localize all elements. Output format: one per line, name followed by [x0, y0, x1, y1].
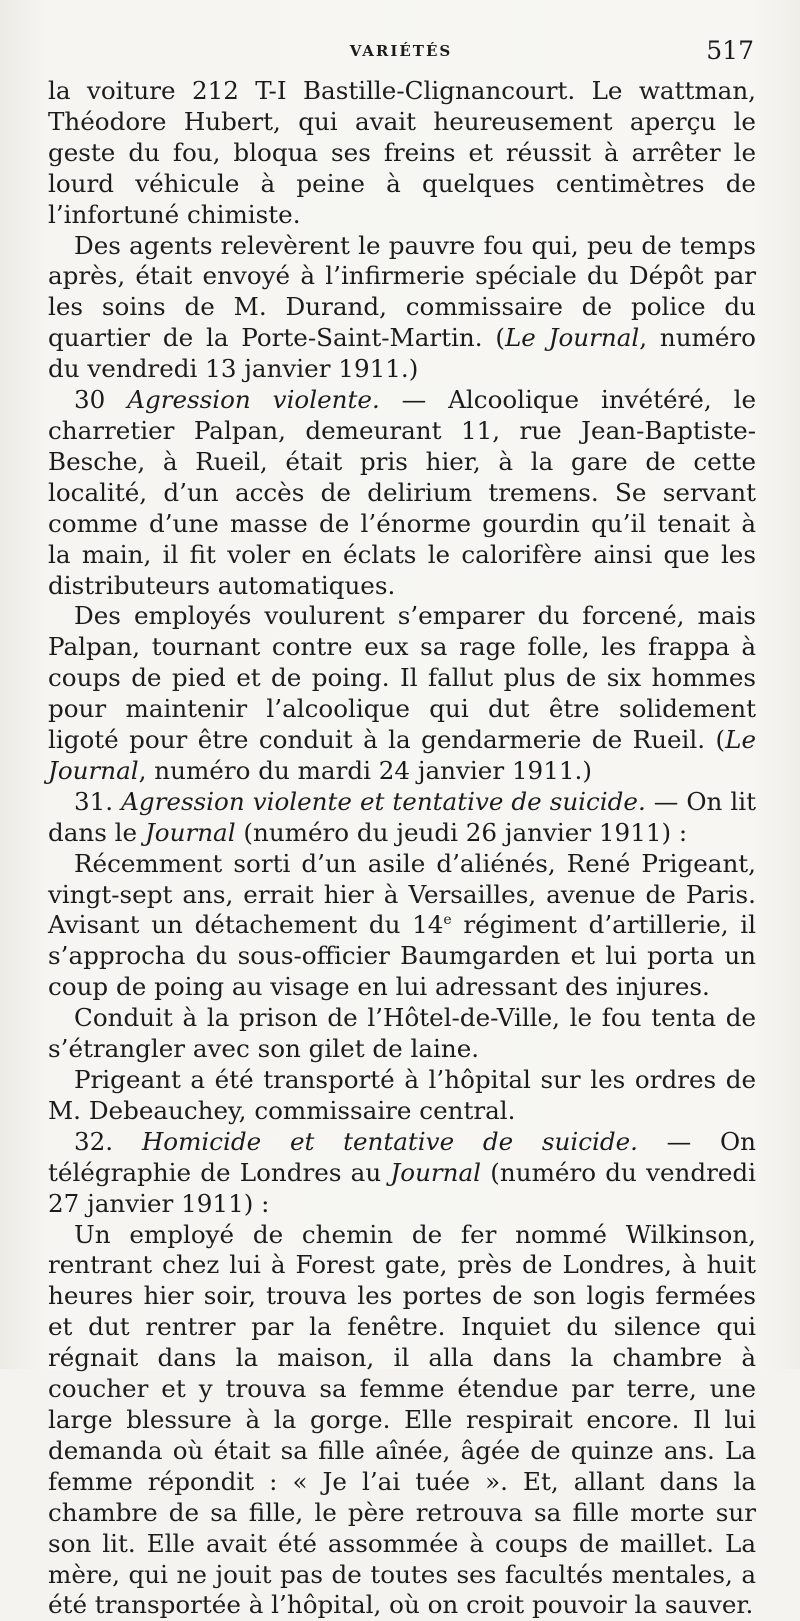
paragraph-continuation	[48, 76, 756, 231]
paragraph-text: — On lit dans le	[48, 786, 757, 847]
entry-31	[48, 787, 756, 849]
paragraph-transporte	[48, 1065, 756, 1127]
paragraph-text: (numéro du vendredi 27 janvier 1911) :	[48, 1157, 757, 1218]
entry-title: Agression violente et tentative de suicide.	[121, 786, 646, 816]
page-number: 517	[706, 36, 754, 65]
paragraph-employes	[48, 601, 756, 786]
entry-number: 31.	[74, 786, 122, 816]
paragraph-text: — Alcoolique invétéré, le charretier Palpan, demeurant 11, rue Jean-Baptiste-Besche, à Rueil, était pris hier, à la gare de cette localité, d’un accès de delirium tremens. Se servant comme d’une masse de l’énorme gourdin qu’il tenait à la main, il fit voler en éclats le calorifère ainsi que les distributeurs automatiques.	[48, 385, 756, 600]
paragraph-prigeant	[48, 849, 756, 1004]
page-header	[48, 30, 754, 70]
paragraph-text: Récemment sorti d’un asile d’aliénés, René Prigeant, vingt-sept ans, errait hier à Versailles, avenue de Paris. Avisant un détachement du 14	[48, 848, 756, 940]
paragraph-agents	[48, 231, 756, 386]
paragraph-text: régiment d’artillerie, il s’approcha du sous-officier Baumgarden et lui porta un coup de poing au visage en lui adressant des injures.	[48, 910, 756, 1002]
entry-30	[48, 385, 756, 601]
entry-title: Agression violente.	[127, 385, 380, 415]
paragraph-text: , numéro du mardi 24 janvier 1911.)	[138, 755, 592, 785]
paragraph-text: la voiture 212 T-I Bastille-Clignancourt. Le wattman, Théodore Hubert, qui avait heureusement aperçu le geste du fou, bloqua ses freins et réussit à arrêter le lourd véhicule à peine à quelques centimètres de l’infortuné chimiste.	[48, 76, 756, 229]
entry-number: 30	[74, 385, 128, 415]
paragraph-text: Prigeant a été transporté à l’hôpital sur les ordres de M. Debeauchey, commissaire central.	[48, 1065, 756, 1125]
running-head: VARIÉTÉS	[349, 42, 453, 60]
source-citation: Le Journal	[48, 725, 756, 785]
paragraph-text: Des agents relevèrent le pauvre fou qui, peu de temps après, était envoyé à l’infirmerie spéciale du Dépôt par les soins de M. Durand, commissaire de police du quartier de la Porte-Saint-Martin. (	[48, 230, 756, 353]
ordinal-superscript: e	[443, 912, 452, 929]
source-citation: Journal	[390, 1157, 482, 1187]
paragraph-conduit	[48, 1003, 756, 1065]
paragraph-text: Un employé de chemin de fer nommé Wilkinson, rentrant chez lui à Forest gate, près de Londres, à huit heures hier soir, trouva les portes de son logis fermées et dut rentrer par la fenêtre. Inquiet du silence qui régnait dans la maison, il alla dans la chambre à coucher et y trouva sa femme étendue par terre, une large blessure à la gorge. Elle respirait encore. Il lui demanda où était sa fille aînée, âgée de quinze ans. La femme répondit : « Je l’ai tuée ». Et, allant dans la chambre de sa fille, le père retrouva sa fille morte sur son lit. Elle avait été assommée à coups de maillet. La mère, qui ne jouit pas de toutes ses facultés mentales, a été transportée à l’hôpital, où on croit pouvoir la sauver.	[48, 1219, 756, 1620]
entry-title: Homicide et tentative de suicide.	[141, 1126, 638, 1156]
entry-32	[48, 1127, 756, 1220]
body-text	[48, 76, 756, 1621]
entry-number: 32.	[74, 1126, 142, 1156]
paragraph-text: — On télégraphie de Londres au	[48, 1126, 756, 1187]
source-citation: Journal	[144, 817, 236, 847]
paragraph-text: Conduit à la prison de l’Hôtel-de-Ville, le fou tenta de s’étrangler avec son gilet de laine.	[48, 1003, 756, 1064]
source-citation: Le Journal	[504, 323, 640, 353]
paragraph-text: , numéro du vendredi 13 janvier 1911.)	[48, 323, 756, 384]
paragraph-text: (numéro du jeudi 26 janvier 1911) :	[235, 817, 688, 847]
paragraph-wilkinson	[48, 1220, 756, 1621]
paragraph-text: Des employés voulurent s’emparer du forcené, mais Palpan, tournant contre eux sa rage folle, les frappa à coups de pied et de poing. Il fallut plus de six hommes pour maintenir l’alcoolique qui dut être solidement ligoté pour être conduit à la gendarmerie de Rueil. (	[48, 601, 756, 755]
